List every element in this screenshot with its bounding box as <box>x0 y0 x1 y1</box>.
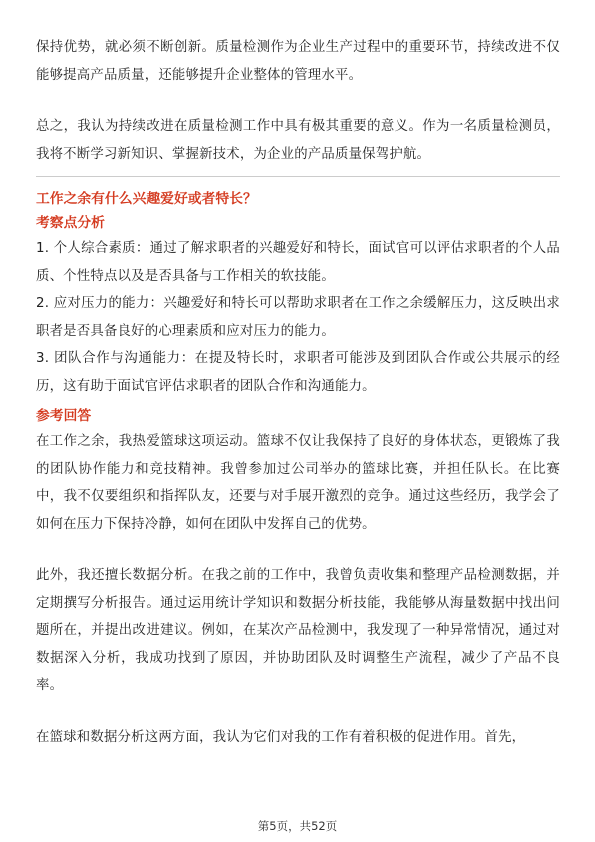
intro-paragraph-1: 保持优势，就必须不断创新。质量检测作为企业生产过程中的重要环节，持续改进不仅能够提高产品质量，还能够提升企业整体的管理水平。 <box>36 40 560 83</box>
question-title: 工作之余有什么兴趣爱好或者特长？ <box>36 191 257 207</box>
answer-paragraph-2: 此外，我还擅长数据分析。在我之前的工作中，我曾负责收集和整理产品检测数据，并定期撰写分析报告。通过运用统计学知识和数据分析技能，我能够从海量数据中找出问题所在，并提出改进建议。例如，在某次产品检测中，我发现了一种异常情况，通过对数据深入分析，我成功找到了原因，并协助团队及时调整生产流程，减少了产品不良率。 <box>36 568 560 693</box>
page-number: 第5页，共52页 <box>257 819 338 833</box>
section-divider <box>36 176 560 177</box>
answer-heading: 参考回答 <box>36 408 92 424</box>
analysis-point-2: 2. 应对压力的能力：兴趣爱好和特长可以帮助求职者在工作之余缓解压力，这反映出求职者是否具备良好的心理素质和应对压力的能力。 <box>36 296 560 339</box>
paragraph-gap <box>36 700 560 724</box>
paragraph-gap <box>36 538 560 562</box>
analysis-point-1: 1. 个人综合素质：通过了解求职者的兴趣爱好和特长，面试官可以评估求职者的个人品质、个性特点以及是否具备与工作相关的软技能。 <box>36 241 560 284</box>
analysis-point-3: 3. 团队合作与沟通能力：在提及特长时，求职者可能涉及到团队合作或公共展示的经历，这有助于面试官评估求职者的团队合作和沟通能力。 <box>36 351 560 394</box>
answer-paragraph-1: 在工作之余，我热爱篮球这项运动。篮球不仅让我保持了良好的身体状态，更锻炼了我的团队协作能力和竞技精神。我曾参加过公司举办的篮球比赛，并担任队长。在比赛中，我不仅要组织和指挥队友，还要与对手展开激烈的竞争。通过这些经历，我学会了如何在压力下保持冷静，如何在团队中发挥自己的优势。 <box>36 434 560 532</box>
analysis-heading: 考察点分析 <box>36 215 105 231</box>
intro-paragraph-2: 总之，我认为持续改进在质量检测工作中具有极其重要的意义。作为一名质量检测员，我将不断学习新知识、掌握新技术，为企业的产品质量保驾护航。 <box>36 119 560 162</box>
paragraph-gap <box>36 89 560 113</box>
page-content <box>36 34 560 751</box>
answer-paragraph-3: 在篮球和数据分析这两方面，我认为它们对我的工作有着积极的促进作用。首先， <box>36 729 526 745</box>
